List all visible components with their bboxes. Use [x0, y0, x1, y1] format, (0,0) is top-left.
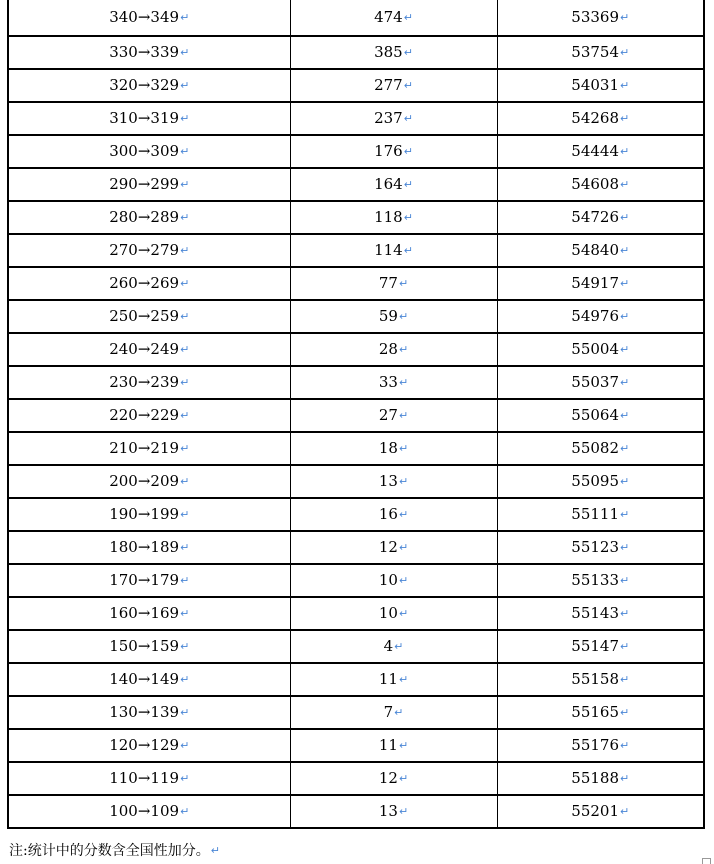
cumulative-cell — [497, 399, 704, 432]
cell-text: 260→269 — [109, 274, 180, 292]
count-cell — [290, 696, 497, 729]
cell-text: 54840 — [571, 241, 619, 259]
cumulative-cell — [497, 366, 704, 399]
score-range-cell — [8, 630, 290, 663]
paragraph-mark-icon: ↵ — [620, 574, 630, 587]
cell-text: 10 — [378, 571, 398, 589]
cell-text: 55095 — [571, 472, 619, 490]
cell-text: 237 — [374, 109, 403, 127]
paragraph-mark-icon: ↵ — [180, 508, 190, 521]
cell-text: 230→239 — [109, 373, 180, 391]
cumulative-cell — [497, 465, 704, 498]
paragraph-mark-icon: ↵ — [620, 79, 630, 92]
paragraph-mark-icon: ↵ — [403, 112, 413, 125]
cumulative-cell — [497, 729, 704, 762]
paragraph-mark-icon: ↵ — [403, 178, 413, 191]
table-row — [8, 696, 704, 729]
count-cell — [290, 432, 497, 465]
cumulative-cell — [497, 762, 704, 795]
cell-text: 55147 — [571, 637, 619, 655]
cell-text: 114 — [374, 241, 403, 259]
cell-text: 55037 — [571, 373, 619, 391]
cell-text: 55123 — [571, 538, 619, 556]
paragraph-mark-icon: ↵ — [620, 508, 630, 521]
cell-text: 240→249 — [109, 340, 180, 358]
table-row — [8, 69, 704, 102]
cumulative-cell — [497, 795, 704, 828]
score-range-cell — [8, 696, 290, 729]
score-range-cell — [8, 762, 290, 795]
paragraph-mark-icon: ↵ — [620, 607, 630, 620]
table-row — [8, 465, 704, 498]
table-row — [8, 597, 704, 630]
cell-text: 54444 — [571, 142, 619, 160]
cell-text: 13 — [378, 802, 398, 820]
score-range-cell — [8, 300, 290, 333]
score-range-cell — [8, 432, 290, 465]
paragraph-mark-icon: ↵ — [620, 640, 630, 653]
cell-text: 53369 — [571, 8, 619, 26]
cell-text: 12 — [378, 538, 398, 556]
paragraph-mark-icon: ↵ — [620, 277, 630, 290]
cell-text: 150→159 — [109, 637, 180, 655]
paragraph-mark-icon: ↵ — [620, 343, 630, 356]
cell-text: 130→139 — [109, 703, 180, 721]
cell-text: 11 — [378, 670, 398, 688]
cell-text: 55158 — [571, 670, 619, 688]
cumulative-cell — [497, 168, 704, 201]
cell-text: 280→289 — [109, 208, 180, 226]
table-row — [8, 333, 704, 366]
cumulative-cell — [497, 498, 704, 531]
paragraph-mark-icon: ↵ — [620, 244, 630, 257]
paragraph-mark-icon: ↵ — [180, 541, 190, 554]
table-row — [8, 762, 704, 795]
score-distribution-table — [7, 0, 705, 829]
paragraph-mark-icon: ↵ — [398, 607, 409, 620]
count-cell — [290, 69, 497, 102]
paragraph-mark-icon: ↵ — [394, 706, 404, 719]
paragraph-mark-icon: ↵ — [398, 475, 409, 488]
table-row — [8, 432, 704, 465]
count-cell — [290, 333, 497, 366]
cumulative-cell — [497, 267, 704, 300]
paragraph-mark-icon: ↵ — [180, 178, 190, 191]
score-range-cell — [8, 597, 290, 630]
paragraph-mark-icon: ↵ — [620, 112, 630, 125]
count-cell — [290, 102, 497, 135]
score-range-cell — [8, 498, 290, 531]
score-range-cell — [8, 234, 290, 267]
cumulative-cell — [497, 234, 704, 267]
paragraph-mark-icon: ↵ — [180, 805, 190, 818]
table-row — [8, 135, 704, 168]
table-row — [8, 531, 704, 564]
table-row — [8, 399, 704, 432]
paragraph-mark-icon: ↵ — [620, 772, 630, 785]
paragraph-mark-icon: ↵ — [403, 46, 413, 59]
cell-text: 13 — [378, 472, 398, 490]
table-row — [8, 168, 704, 201]
cell-text: 320→329 — [109, 76, 180, 94]
paragraph-mark-icon: ↵ — [403, 211, 413, 224]
cell-text: 77 — [378, 274, 398, 292]
table-row — [8, 234, 704, 267]
cell-text: 220→229 — [109, 406, 180, 424]
paragraph-mark-icon: ↵ — [398, 739, 409, 752]
cell-text: 330→339 — [109, 43, 180, 61]
cell-text: 27 — [378, 406, 398, 424]
cell-text: 200→209 — [109, 472, 180, 490]
cell-text: 176 — [374, 142, 403, 160]
paragraph-mark-icon: ↵ — [620, 178, 630, 191]
paragraph-mark-icon: ↵ — [398, 772, 409, 785]
cell-text: 277 — [374, 76, 403, 94]
cell-text: 10 — [378, 604, 398, 622]
cell-text: 270→279 — [109, 241, 180, 259]
table-row — [8, 564, 704, 597]
cumulative-cell — [497, 432, 704, 465]
cell-text: 55165 — [571, 703, 619, 721]
cell-text: 28 — [378, 340, 398, 358]
paragraph-mark-icon: ↵ — [398, 442, 409, 455]
paragraph-mark-icon: ↵ — [398, 409, 409, 422]
paragraph-mark-icon: ↵ — [398, 277, 409, 290]
cell-text: 54976 — [571, 307, 619, 325]
paragraph-mark-icon: ↵ — [398, 310, 409, 323]
count-cell — [290, 531, 497, 564]
cell-text: 55004 — [571, 340, 619, 358]
paragraph-mark-icon: ↵ — [180, 376, 190, 389]
paragraph-mark-icon: ↵ — [180, 46, 190, 59]
table-row — [8, 366, 704, 399]
paragraph-mark-icon: ↵ — [620, 310, 630, 323]
paragraph-mark-icon: ↵ — [398, 541, 409, 554]
paragraph-mark-icon: ↵ — [398, 376, 409, 389]
paragraph-mark-icon: ↵ — [180, 706, 190, 719]
cell-text: 11 — [378, 736, 398, 754]
paragraph-mark-icon: ↵ — [180, 79, 190, 92]
cell-text: 7 — [383, 703, 394, 721]
paragraph-mark-icon: ↵ — [403, 79, 413, 92]
paragraph-mark-icon: ↵ — [398, 574, 409, 587]
cumulative-cell — [497, 630, 704, 663]
paragraph-mark-icon: ↵ — [180, 409, 190, 422]
score-range-cell — [8, 366, 290, 399]
cell-text: 55201 — [571, 802, 619, 820]
paragraph-mark-icon: ↵ — [180, 475, 190, 488]
paragraph-mark-icon: ↵ — [180, 343, 190, 356]
cell-text: 164 — [374, 175, 403, 193]
footnote-text: 注:统计中的分数含全国性加分。 — [9, 843, 210, 859]
score-range-cell — [8, 0, 290, 36]
cell-text: 310→319 — [109, 109, 180, 127]
paragraph-mark-icon: ↵ — [403, 11, 413, 24]
cell-text: 33 — [378, 373, 398, 391]
paragraph-mark-icon: ↵ — [180, 442, 190, 455]
paragraph-mark-icon: ↵ — [180, 772, 190, 785]
paragraph-mark-icon: ↵ — [403, 244, 413, 257]
cell-text: 300→309 — [109, 142, 180, 160]
cell-text: 16 — [378, 505, 398, 523]
count-cell — [290, 234, 497, 267]
table-row — [8, 729, 704, 762]
table-row — [8, 267, 704, 300]
cumulative-cell — [497, 300, 704, 333]
paragraph-mark-icon: ↵ — [180, 607, 190, 620]
paragraph-mark-icon: ↵ — [180, 310, 190, 323]
cell-text: 120→129 — [109, 736, 180, 754]
paragraph-mark-icon: ↵ — [620, 46, 630, 59]
score-range-cell — [8, 564, 290, 597]
cell-text: 118 — [374, 208, 403, 226]
cell-text: 100→109 — [109, 802, 180, 820]
cell-text: 180→189 — [109, 538, 180, 556]
cell-text: 250→259 — [109, 307, 180, 325]
cell-text: 54726 — [571, 208, 619, 226]
cell-text: 55082 — [571, 439, 619, 457]
cumulative-cell — [497, 0, 704, 36]
score-range-cell — [8, 69, 290, 102]
cell-text: 54917 — [571, 274, 619, 292]
count-cell — [290, 300, 497, 333]
cell-text: 55111 — [571, 505, 619, 523]
count-cell — [290, 36, 497, 69]
paragraph-mark-icon: ↵ — [180, 673, 190, 686]
paragraph-mark-icon: ↵ — [620, 805, 630, 818]
paragraph-mark-icon: ↵ — [620, 475, 630, 488]
count-cell — [290, 498, 497, 531]
cell-text: 190→199 — [109, 505, 180, 523]
paragraph-mark-icon: ↵ — [398, 508, 409, 521]
table-row — [8, 498, 704, 531]
paragraph-mark-icon: ↵ — [180, 640, 190, 653]
cumulative-cell — [497, 531, 704, 564]
paragraph-mark-icon: ↵ — [620, 11, 630, 24]
count-cell — [290, 267, 497, 300]
cell-text: 160→169 — [109, 604, 180, 622]
count-cell — [290, 168, 497, 201]
score-range-cell — [8, 36, 290, 69]
paragraph-mark-icon: ↵ — [620, 673, 630, 686]
paragraph-mark-icon: ↵ — [620, 211, 630, 224]
paragraph-mark-icon: ↵ — [620, 541, 630, 554]
cell-text: 55188 — [571, 769, 619, 787]
cell-text: 55064 — [571, 406, 619, 424]
count-cell — [290, 663, 497, 696]
paragraph-mark-icon: ↵ — [180, 11, 190, 24]
paragraph-mark-icon: ↵ — [398, 805, 409, 818]
table-body — [8, 0, 704, 828]
paragraph-mark-icon: ↵ — [180, 277, 190, 290]
table-row — [8, 0, 704, 36]
score-range-cell — [8, 795, 290, 828]
count-cell — [290, 465, 497, 498]
cumulative-cell — [497, 69, 704, 102]
score-range-cell — [8, 135, 290, 168]
cell-text: 54608 — [571, 175, 619, 193]
paragraph-mark-icon: ↵ — [620, 706, 630, 719]
footnote — [9, 840, 220, 860]
paragraph-mark-icon: ↵ — [398, 343, 409, 356]
cumulative-cell — [497, 333, 704, 366]
table-row — [8, 630, 704, 663]
cell-text: 290→299 — [109, 175, 180, 193]
cumulative-cell — [497, 597, 704, 630]
score-range-cell — [8, 663, 290, 696]
paragraph-mark-icon: ↵ — [620, 376, 630, 389]
cell-text: 54031 — [571, 76, 619, 94]
paragraph-mark-icon: ↵ — [620, 409, 630, 422]
count-cell — [290, 201, 497, 234]
score-range-cell — [8, 465, 290, 498]
paragraph-mark-icon: ↵ — [180, 574, 190, 587]
cumulative-cell — [497, 36, 704, 69]
cumulative-cell — [497, 696, 704, 729]
cell-text: 4 — [383, 637, 394, 655]
cell-text: 210→219 — [109, 439, 180, 457]
paragraph-mark-icon: ↵ — [620, 442, 630, 455]
cell-text: 18 — [378, 439, 398, 457]
cell-text: 170→179 — [109, 571, 180, 589]
cumulative-cell — [497, 102, 704, 135]
table-row — [8, 36, 704, 69]
paragraph-mark-icon: ↵ — [394, 640, 404, 653]
count-cell — [290, 0, 497, 36]
paragraph-mark-icon: ↵ — [180, 211, 190, 224]
paragraph-mark-icon: ↵ — [210, 844, 220, 857]
cell-text: 55133 — [571, 571, 619, 589]
count-cell — [290, 399, 497, 432]
count-cell — [290, 630, 497, 663]
score-range-cell — [8, 729, 290, 762]
paragraph-mark-icon: ↵ — [180, 244, 190, 257]
table-row — [8, 201, 704, 234]
score-range-cell — [8, 267, 290, 300]
score-range-cell — [8, 531, 290, 564]
cumulative-cell — [497, 564, 704, 597]
count-cell — [290, 762, 497, 795]
table-row — [8, 102, 704, 135]
count-cell — [290, 597, 497, 630]
cell-text: 140→149 — [109, 670, 180, 688]
cell-text: 59 — [378, 307, 398, 325]
cell-text: 54268 — [571, 109, 619, 127]
cell-text: 474 — [374, 8, 403, 26]
cumulative-cell — [497, 663, 704, 696]
cumulative-cell — [497, 135, 704, 168]
paragraph-mark-icon: ↵ — [620, 739, 630, 752]
cell-text: 12 — [378, 769, 398, 787]
paragraph-mark-icon: ↵ — [180, 739, 190, 752]
paragraph-mark-icon: ↵ — [403, 145, 413, 158]
count-cell — [290, 366, 497, 399]
cell-text: 110→119 — [109, 769, 180, 787]
table-row — [8, 795, 704, 828]
cell-text: 53754 — [571, 43, 619, 61]
paragraph-mark-icon: ↵ — [398, 673, 409, 686]
count-cell — [290, 795, 497, 828]
score-range-cell — [8, 333, 290, 366]
cell-text: 385 — [374, 43, 403, 61]
score-range-cell — [8, 168, 290, 201]
score-range-cell — [8, 201, 290, 234]
paragraph-mark-icon: ↵ — [620, 145, 630, 158]
cell-text: 55143 — [571, 604, 619, 622]
score-range-cell — [8, 102, 290, 135]
table-row — [8, 300, 704, 333]
cumulative-cell — [497, 201, 704, 234]
count-cell — [290, 729, 497, 762]
count-cell — [290, 564, 497, 597]
table-row — [8, 663, 704, 696]
scroll-corner-icon — [702, 858, 711, 864]
paragraph-mark-icon: ↵ — [180, 112, 190, 125]
cell-text: 340→349 — [109, 8, 180, 26]
score-range-cell — [8, 399, 290, 432]
count-cell — [290, 135, 497, 168]
paragraph-mark-icon: ↵ — [180, 145, 190, 158]
cell-text: 55176 — [571, 736, 619, 754]
